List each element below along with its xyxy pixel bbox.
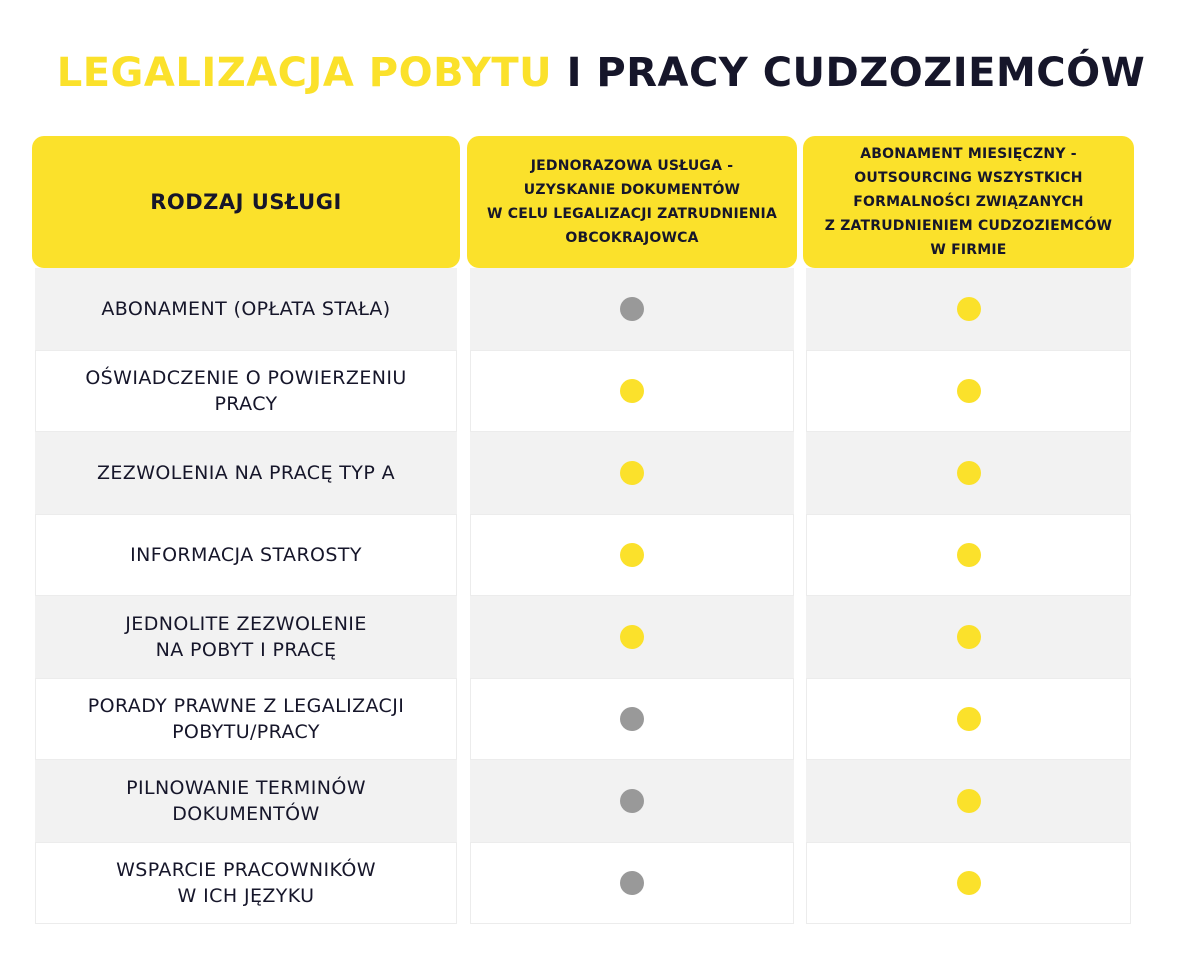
one-time-indicator-cell bbox=[470, 678, 794, 760]
service-label: PILNOWANIE TERMINÓW DOKUMENTÓW bbox=[126, 777, 366, 825]
header-service-type: RODZAJ USŁUGI bbox=[32, 136, 460, 268]
one-time-indicator-cell bbox=[470, 596, 794, 678]
service-row-label-cell bbox=[35, 596, 457, 678]
service-row-label-cell bbox=[35, 760, 457, 842]
one-time-indicator-cell bbox=[470, 842, 794, 924]
monthly-indicator-cell bbox=[806, 842, 1131, 924]
service-row-label-cell bbox=[35, 350, 457, 432]
service-label: INFORMACJA STAROSTY bbox=[130, 544, 362, 566]
service-row-label-cell bbox=[35, 842, 457, 924]
one-time-indicator-cell bbox=[470, 432, 794, 514]
not-included-dot-icon bbox=[620, 297, 644, 321]
header-monthly-subscription: ABONAMENT MIESIĘCZNY - OUTSOURCING WSZYSTKICH FORMALNOŚCI ZWIĄZANYCH Z ZATRUDNIENIEM CUDZOZIEMCÓW W FIRMIE bbox=[803, 136, 1134, 268]
included-dot-icon bbox=[957, 625, 981, 649]
service-label: ABONAMENT (OPŁATA STAŁA) bbox=[101, 298, 391, 320]
included-dot-icon bbox=[620, 379, 644, 403]
included-dot-icon bbox=[957, 707, 981, 731]
service-row-label-cell bbox=[35, 268, 457, 350]
included-dot-icon bbox=[620, 625, 644, 649]
service-label: OŚWIADCZENIE O POWIERZENIU PRACY bbox=[85, 367, 407, 415]
service-label: PORADY PRAWNE Z LEGALIZACJI POBYTU/PRACY bbox=[87, 695, 405, 743]
one-time-indicator-cell bbox=[470, 514, 794, 596]
monthly-indicator-cell bbox=[806, 350, 1131, 432]
not-included-dot-icon bbox=[620, 789, 644, 813]
service-row-label-cell bbox=[35, 514, 457, 596]
monthly-indicator-cell bbox=[806, 678, 1131, 760]
monthly-indicator-cell bbox=[806, 760, 1131, 842]
included-dot-icon bbox=[957, 789, 981, 813]
service-label: ZEZWOLENIA NA PRACĘ TYP A bbox=[96, 462, 396, 484]
one-time-indicator-cell bbox=[470, 760, 794, 842]
one-time-indicator-cell bbox=[470, 350, 794, 432]
included-dot-icon bbox=[957, 297, 981, 321]
monthly-indicator-cell bbox=[806, 432, 1131, 514]
monthly-indicator-cell bbox=[806, 268, 1131, 350]
one-time-indicator-cell bbox=[470, 268, 794, 350]
included-dot-icon bbox=[620, 543, 644, 567]
monthly-indicator-cell bbox=[806, 514, 1131, 596]
service-row-label-cell bbox=[35, 432, 457, 514]
header-one-time-service: JEDNORAZOWA USŁUGA - UZYSKANIE DOKUMENTÓW W CELU LEGALIZACJI ZATRUDNIENIA OBCOKRAJOWCA bbox=[467, 136, 797, 268]
not-included-dot-icon bbox=[620, 707, 644, 731]
included-dot-icon bbox=[957, 543, 981, 567]
included-dot-icon bbox=[957, 379, 981, 403]
page-title-highlight: LEGALIZACJA POBYTU bbox=[56, 50, 553, 96]
service-label: WSPARCIE PRACOWNIKÓW W ICH JĘZYKU bbox=[116, 859, 376, 907]
page-title-rest: I PRACY CUDZOZIEMCÓW bbox=[552, 50, 1146, 96]
included-dot-icon bbox=[957, 871, 981, 895]
included-dot-icon bbox=[620, 461, 644, 485]
service-label: JEDNOLITE ZEZWOLENIE NA POBYT I PRACĘ bbox=[125, 613, 367, 661]
page-title bbox=[0, 50, 1202, 96]
monthly-indicator-cell bbox=[806, 596, 1131, 678]
included-dot-icon bbox=[957, 461, 981, 485]
not-included-dot-icon bbox=[620, 871, 644, 895]
service-row-label-cell bbox=[35, 678, 457, 760]
